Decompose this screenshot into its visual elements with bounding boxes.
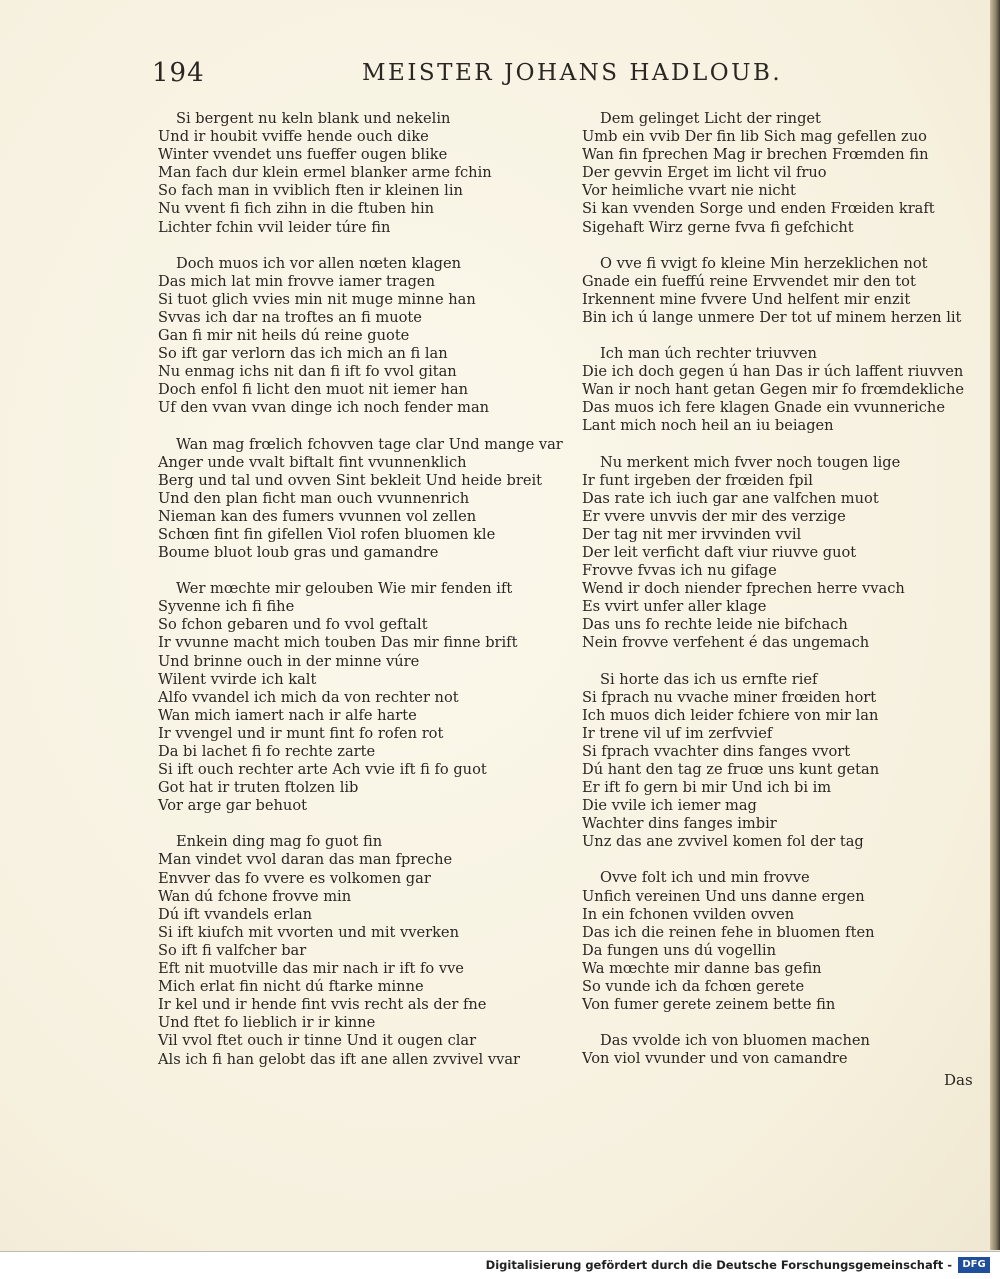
stanza [582,671,986,852]
dfg-logo: DFG [958,1257,990,1273]
verse-line: Der gevvin Erget im licht vil fruo [582,164,827,182]
verse-line: Das mich lat min frovve iamer tragen [158,272,435,290]
verse-line: Alfo vvandel ich mich da von rechter not [158,688,459,706]
verse-line: Uf den vvan vvan dinge ich noch fender man [158,399,490,417]
verse-line: Gan fi mir nit heils dú reine guote [158,327,410,345]
verse-line: Wa mœchte mir danne bas gefin [582,959,822,977]
stanza [582,110,986,237]
stanza [158,436,578,563]
verse-line: Wan ir noch hant getan Gegen mir fo frœmdekliche [582,381,965,399]
verse-line: Von fumer gerete zeinem bette fin [582,996,836,1014]
verse-line: Winter vvendet uns fueffer ougen blike [158,146,448,164]
verse-line: Nein frovve verfehent é das ungemach [582,634,870,652]
verse-line: Der tag nit mer irvvinden vvil [582,525,802,543]
verse-line: Berg und tal und ovven Sint bekleit Und heide breit [158,471,543,489]
stanza [582,345,986,435]
verse-line: Wachter dins fanges imbir [582,815,777,833]
verse-line: Vil vvol ftet ouch ir tinne Und it ougen clar [158,1032,477,1050]
verse-line: Si ift kiufch mit vvorten und mit vverken [158,923,459,941]
verse-line: Irkennent mine fvvere Und helfent mir enzit [582,290,911,308]
verse-line: Als ich fi han gelobt das ift ane allen zvvivel vvar [158,1050,521,1068]
verse-line: Wer mœchte mir gelouben Wie mir fenden ift [176,580,513,598]
verse-line: Dem gelinget Licht der ringet [600,110,821,127]
verse-line: Dú ift vvandels erlan [158,905,313,923]
verse-line: Die vvile ich iemer mag [582,797,757,815]
verse-line: Lichter fchin vvil leider túre fin [158,218,391,236]
catchword: Das [944,1071,973,1089]
verse-line: Wan mich iamert nach ir alfe harte [158,706,417,724]
verse-line: Und brinne ouch in der minne vúre [158,652,420,670]
verse-line: Ovve folt ich und min frovve [600,869,810,887]
verse-line: Ir vvengel und ir munt fint fo rofen rot [158,724,444,742]
verse-line: Wend ir doch niender fprechen herre vvach [582,580,905,598]
verse-line: Ich man úch rechter triuvven [600,345,817,363]
stanza [158,255,578,418]
verse-line: Da bi lachet fi fo rechte zarte [158,743,376,760]
verse-line: Ir vvunne macht mich touben Das mir finne brift [158,634,518,652]
verse-line: Si fprach vvachter dins fanges vvort [582,742,851,760]
running-title: MEISTER JOHANS HADLOUB. [362,60,783,86]
verse-line: So ift gar verlorn das ich mich an fi lan [158,345,448,363]
stanza [158,833,578,1068]
verse-line: Si fprach nu vvache miner frœiden hort [582,688,877,706]
verse-line: Boume bluot loub gras und gamandre [158,544,439,562]
page-edge [990,0,1000,1250]
verse-line: Es vvirt unfer aller klage [582,598,767,616]
verse-line: Envver das fo vvere es volkomen gar [158,869,431,887]
verse-line: So vunde ich da fchœn gerete [582,978,805,996]
stanza [158,580,578,815]
verse-line: Wan dú fchone frovve min [158,887,352,905]
verse-line: Gnade ein fueffú reine Ervvendet mir den tot [582,272,916,290]
verse-line: Von viol vvunder und von camandre [582,1050,848,1068]
verse-line: Ich muos dich leider fchiere von mir lan [582,706,879,724]
verse-line: Nu merkent mich fvver noch tougen lige [600,453,901,471]
stanza [582,869,986,1014]
right-text-column [582,110,986,1086]
verse-line: Si ift ouch rechter arte Ach vvie ift fi fo guot [158,761,487,779]
page-header [0,58,1000,92]
verse-line: Und den plan ficht man ouch vvunnenrich [158,489,470,507]
verse-line: Frovve fvvas ich nu gifage [582,562,777,580]
verse-line: Doch enfol fi licht den muot nit iemer han [158,381,469,399]
verse-line: Dú hant den tag ze fruœ uns kunt getan [582,761,880,778]
verse-line: Das vvolde ich von bluomen machen [600,1032,870,1050]
stanza [582,255,986,327]
verse-line: Wan fin fprechen Mag ir brechen Frœmden fin [582,146,929,164]
verse-line: Si horte das ich us ernfte rief [600,670,818,688]
verse-line: Wilent vvirde ich kalt [158,670,317,688]
verse-line: Das uns fo rechte leide nie bifchach [582,616,848,634]
stanza [582,454,986,653]
verse-line: Si kan vvenden Sorge und enden Frœiden kraft [582,200,935,218]
verse-line: So ift fi valfcher bar [158,941,307,959]
verse-line: Sigehaft Wirz gerne fvva fi gefchicht [582,218,854,236]
verse-line: Svvas ich dar na troftes an fi muote [158,308,422,326]
footer-credit: Digitalisierung gefördert durch die Deutsche Forschungsgemeinschaft - [485,1258,952,1272]
verse-line: Schœn fint fin gifellen Viol rofen bluomen kle [158,525,496,543]
verse-line: Wan mag frœlich fchovven tage clar Und mange var [176,435,563,453]
verse-line: O vve fi vvigt fo kleine Min herzeklichen not [600,254,928,272]
verse-line: Anger unde vvalt biftalt fint vvunnenklich [158,453,467,471]
verse-line: Und ftet fo lieblich ir ir kinne [158,1014,376,1032]
verse-line: In ein fchonen vvilden ovven [582,905,795,923]
verse-line: Unz das ane zvvivel komen fol der tag [582,833,864,851]
verse-line: Eft nit muotville das mir nach ir ift fo vve [158,960,464,978]
verse-line: Er ift fo gern bi mir Und ich bi im [582,779,832,797]
verse-line: Der leit verficht daft viur riuvve guot [582,543,857,561]
verse-line: Das muos ich fere klagen Gnade ein vvunneriche [582,399,945,417]
verse-line: Syvenne ich fi fihe [158,598,295,616]
verse-line: Si tuot glich vvies min nit muge minne han [158,290,476,308]
verse-line: Ir funt irgeben der frœiden fpil [582,471,813,489]
verse-line: Bin ich ú lange unmere Der tot uf minem herzen lit [582,308,962,326]
verse-line: Man vindet vvol daran das man fpreche [158,851,453,869]
verse-line: Vor arge gar behuot [158,797,307,815]
verse-line: Und ir houbit vviffe hende ouch dike [158,128,429,146]
stanza [582,1032,986,1068]
verse-line: Das rate ich iuch gar ane valfchen muot [582,489,879,507]
verse-line: Ir trene vil uf im zerfvvief [582,724,773,742]
verse-line: Umb ein vvib Der fin lib Sich mag gefellen zuo [582,128,927,146]
verse-line: Lant mich noch heil an iu beiagen [582,417,834,435]
verse-line: Ir kel und ir hende fint vvis recht als der fne [158,996,487,1014]
verse-line: Unfich vereinen Und uns danne ergen [582,887,865,905]
footer-bar [0,1251,1000,1279]
verse-line: Nu vvent fi fich zihn in die ftuben hin [158,200,435,218]
verse-line: Vor heimliche vvart nie nicht [582,182,796,200]
verse-line: Da fungen uns dú vogellin [582,941,776,959]
verse-line: Enkein ding mag fo guot fin [176,833,383,851]
page-number: 194 [152,58,205,88]
verse-line: Das ich die reinen fehe in bluomen ften [582,923,875,941]
verse-line: Die ich doch gegen ú han Das ir úch laffent riuvven [582,363,964,381]
verse-line: Nu enmag ichs nit dan fi ift fo vvol gitan [158,363,457,381]
verse-line: Man fach dur klein ermel blanker arme fchin [158,164,492,182]
verse-line: Got hat ir truten ftolzen lib [158,779,359,797]
stanza [158,110,578,237]
verse-line: Doch muos ich vor allen nœten klagen [176,254,462,272]
verse-line: Er vvere unvvis der mir des verzige [582,507,846,525]
left-text-column [158,110,578,1087]
verse-line: So fchon gebaren und fo vvol geftalt [158,616,428,634]
verse-line: Mich erlat fin nicht dú ftarke minne [158,978,424,996]
verse-line: Nieman kan des fumers vvunnen vol zellen [158,507,477,525]
verse-line: Si bergent nu keln blank und nekelin [176,110,451,127]
verse-line: So fach man in vviblich ften ir kleinen lin [158,182,463,200]
